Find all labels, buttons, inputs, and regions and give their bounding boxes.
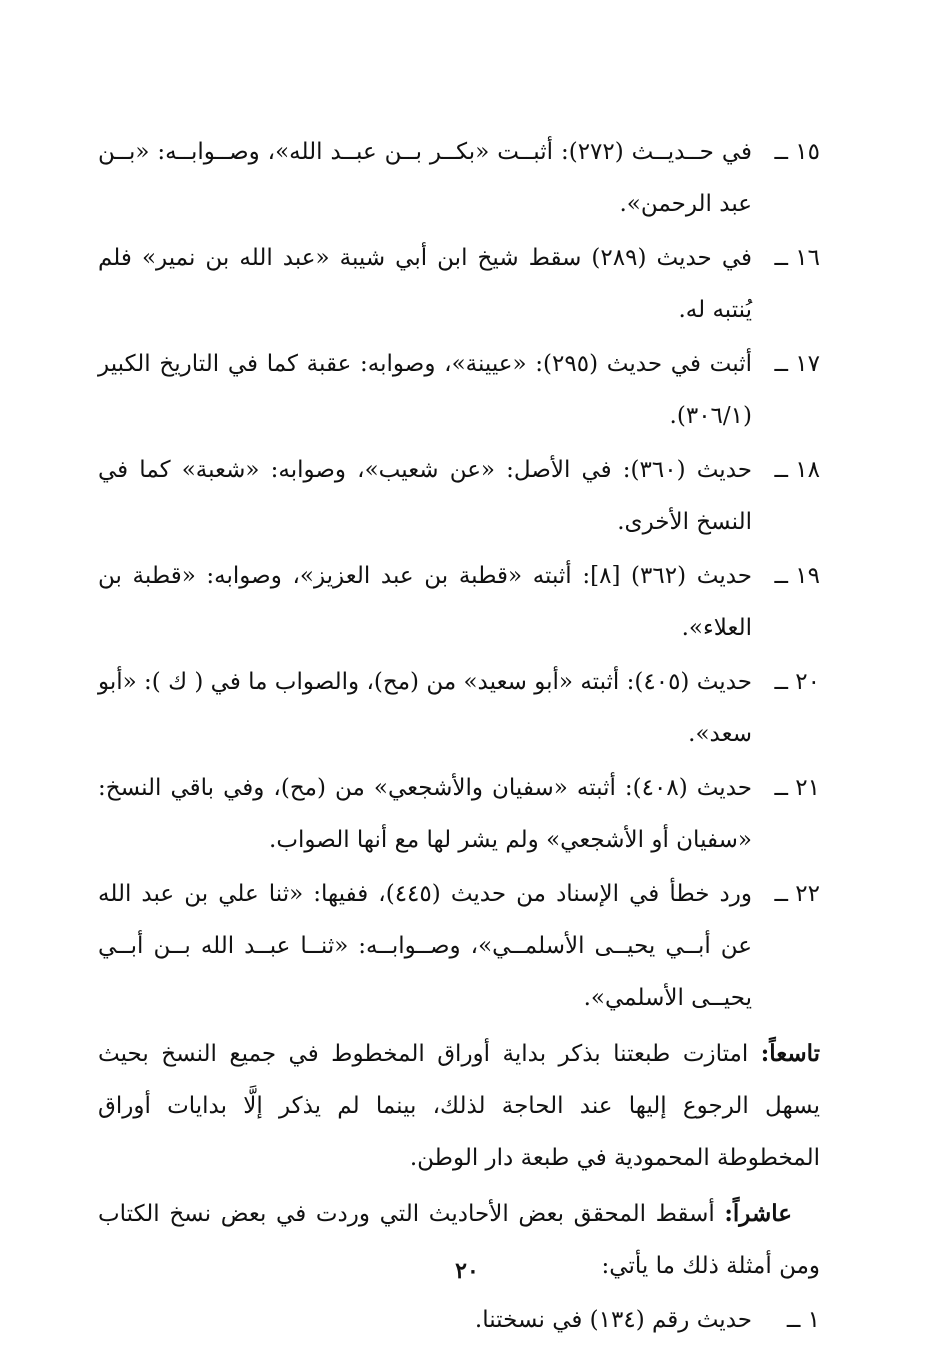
page-number: ٢٠ [455,1258,479,1284]
item-text: ورد خطأ في الإسناد من حديث (٤٤٥)، ففيها: «ثنا علي بن عبد الله عن أبــي يحيــى الأسلمــي»، وصــوابــه: «ثنــا عبــد الله بــن أبــي يحيــى الأسلمي». [98,881,752,1011]
paragraph-text: امتازت طبعتنا بذكر بداية أوراق المخطوط في جميع النسخ بحيث يسهل الرجوع إليها عند الحاجة لذلك، بينما لم يذكر إلَّا بدايات أوراق المخطوطة المحمودية في طبعة دار الوطن. [98,1041,820,1171]
item-text: حديث (٣٦٠): في الأصل: «عن شعيب»، وصوابه: «شعبة» كما في النسخ الأخرى. [98,457,752,535]
list-item [98,444,820,548]
list-item [98,232,820,336]
paragraph-text: أسقط المحقق بعض الأحاديث التي وردت في بعض نسخ الكتاب ومن أمثلة ذلك ما يأتي: [98,1201,820,1279]
list-item [98,550,820,654]
item-text: حديث (٣٦٢) [٨]: أثبته «قطبة بن عبد العزيز»، وصوابه: «قطبة بن العلاء». [98,563,753,641]
paragraph-lead: تاسعاً: [760,1040,820,1067]
paragraph-ninth [98,1028,820,1184]
list-item [98,338,820,442]
list-item [98,656,820,760]
item-number: ٢٠ ــ [774,669,820,695]
item-text: حديث (٤٠٨): أثبته «سفيان والأشجعي» من (مح)، وفي باقي النسخ: «سفيان أو الأشجعي» ولم يشر لها مع أنها الصواب. [98,775,752,853]
list-item [98,1294,820,1346]
list-item [98,868,820,1024]
item-number: ١٥ ــ [774,139,820,165]
paragraph-lead: عاشراً: [724,1200,792,1227]
item-text: أثبت في حديث (٢٩٥): «عيينة»، وصوابه: عقبة كما في التاريخ الكبير (٣٠٦/١). [98,351,752,429]
item-text: حديث رقم (١٣٤) في نسختنا. [474,1307,752,1333]
list-item [98,126,820,230]
item-number: ١٧ ــ [774,351,820,377]
item-number: ٢١ ــ [774,775,820,801]
item-number: ١ ــ [786,1307,820,1333]
item-text: في حديث (٢٨٩) سقط شيخ ابن أبي شيبة «عبد الله بن نمير» فلم يُنتبه له. [98,245,752,323]
item-text: حديث (٤٠٥): أثبته «أبو سعيد» من (مح)، والصواب ما في ( ك ): «أبو سعد». [98,669,752,747]
page-body [98,126,820,1348]
item-number: ٢٢ ــ [774,881,820,907]
list-item [98,762,820,866]
item-number: ١٦ ــ [774,245,820,271]
item-number: ١٨ ــ [774,457,820,483]
item-text: في حــديــث (٢٧٢): أثبــت «بكــر بــن عبــد الله»، وصــوابــه: «بــن عبد الرحمن». [98,139,752,217]
item-number: ١٩ ــ [774,563,820,589]
